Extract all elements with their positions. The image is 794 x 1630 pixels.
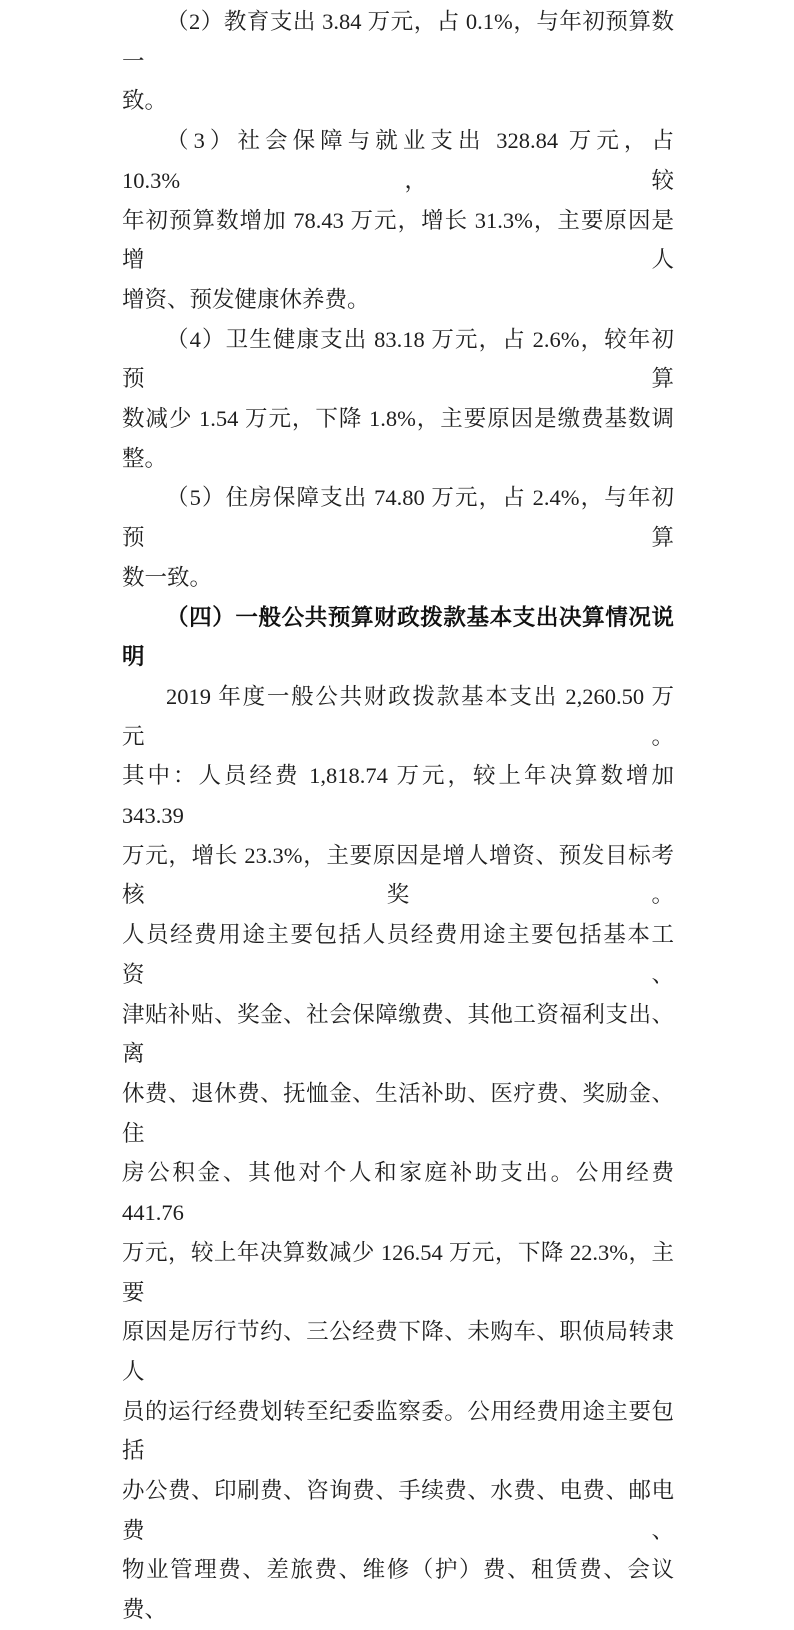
paragraph-line: 万元，增长 23.3%，主要原因是增人增资、预发目标考核奖。	[122, 842, 674, 908]
paragraph-line: 员的运行经费划转至纪委监察委。公用经费用途主要包括	[122, 1398, 674, 1464]
paragraph-line: 办公费、印刷费、咨询费、手续费、水费、电费、邮电费、	[122, 1478, 674, 1543]
paragraph-item-3-social-security	[122, 121, 674, 320]
paragraph-line: 物业管理费、差旅费、维修（护）费、租赁费、会议费、	[122, 1557, 674, 1623]
paragraph-line: 原因是厉行节约、三公经费下降、未购车、职侦局转隶人	[122, 1319, 674, 1384]
paragraph-line: 年初预算数增加 78.43 万元，增长 31.3%，主要原因是增人	[122, 207, 674, 273]
paragraph-line: 数减少 1.54 万元，下降 1.8%，主要原因是缴费基数调整。	[122, 406, 674, 471]
paragraph-line: （2）教育支出 3.84 万元，占 0.1%，与年初预算数一	[122, 9, 674, 74]
paragraph-line: 其中：人员经费 1,818.74 万元，较上年决算数增加 343.39	[122, 763, 674, 829]
paragraph-item-5-housing	[122, 478, 674, 597]
section-heading	[122, 598, 674, 677]
paragraph-basic-expenditure-detail	[122, 677, 674, 1630]
paragraph-item-2-education	[122, 2, 674, 121]
paragraph-item-4-health	[122, 320, 674, 479]
paragraph-line: 增资、预发健康休养费。	[122, 286, 370, 312]
paragraph-line: 数一致。	[122, 564, 213, 590]
paragraph-line: 万元，较上年决算数减少 126.54 万元，下降 22.3%，主要	[122, 1239, 674, 1305]
paragraph-line: （3）社会保障与就业支出 328.84 万元，占 10.3%，较	[122, 128, 674, 193]
document-body	[122, 2, 674, 1630]
paragraph-line: 休费、退休费、抚恤金、生活补助、医疗费、奖励金、住	[122, 1080, 674, 1146]
paragraph-line: 人员经费用途主要包括人员经费用途主要包括基本工资、	[122, 922, 674, 987]
paragraph-line: （5）住房保障支出 74.80 万元，占 2.4%，与年初预算	[122, 485, 674, 551]
section-heading-text: （四）一般公共预算财政拨款基本支出决算情况说明	[122, 604, 674, 670]
paragraph-line: 致。	[122, 88, 168, 114]
paragraph-line: 房公积金、其他对个人和家庭补助支出。公用经费 441.76	[122, 1160, 674, 1226]
paragraph-line: 2019 年度一般公共财政拨款基本支出 2,260.50 万元。	[122, 683, 674, 749]
paragraph-line: 津贴补贴、奖金、社会保障缴费、其他工资福利支出、离	[122, 1001, 674, 1067]
paragraph-line: （4）卫生健康支出 83.18 万元，占 2.6%，较年初预算	[122, 326, 674, 392]
